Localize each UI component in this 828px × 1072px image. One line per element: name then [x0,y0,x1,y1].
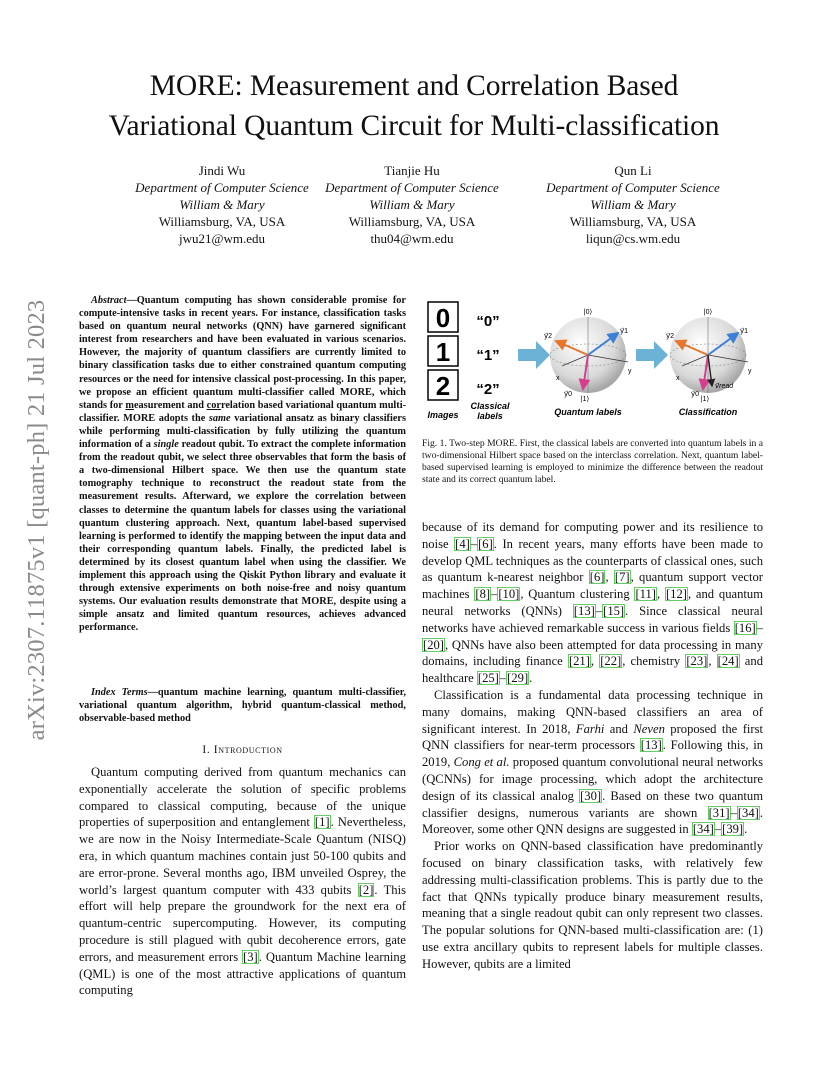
bloch-sphere-quantum-labels [544,308,632,403]
abstract-lead: Abstract [91,295,127,306]
citation-link[interactable]: [25] [477,671,499,686]
vector-y1-label: y⃗1 [620,328,629,335]
label-classical-1: Classical [470,401,510,411]
paper-title [40,66,788,146]
axis-y-label: y [628,368,632,375]
arxiv-stamp-text: arXiv:2307.11875v1 [quant-ph] 21 Jul 2023 [23,299,50,741]
axis-y-label: y [748,368,752,375]
author-email: jwu21@wm.edu [179,231,265,246]
citation-link[interactable]: [11] [635,587,656,602]
index-terms [79,686,406,725]
index-terms-lead: Index Terms [91,687,148,698]
citation-link[interactable]: [31] [708,805,730,820]
digit-image-2 [428,370,458,401]
author-inst: William & Mary [369,197,455,212]
author-block-2 [297,162,527,247]
abstract-underline-cor: cor [206,399,221,411]
abstract-emph-same: same [208,412,231,424]
abstract-emph-single: single [153,439,179,451]
abstract-text: —Quantum computing has shown considerable promise for compute-intensive tasks in recent years. For instance, classification tasks based on quantum neural networks (QNN) have garnered significant interest from researchers and have been evaluated in various scenarios. However, the majority of quantum classifiers are currently limited to binary classification tasks due to either constrained quantum computing resources or the need for intensive classical post-processing. In this paper, we propose an efficient quantum multi-classifier called MORE, which stands for [79,295,406,411]
citation-link[interactable]: [29] [507,671,529,686]
author-email: thu04@wm.edu [370,231,454,246]
figure-1-graphic [422,296,763,426]
vector-read-label: v⃗read [715,383,734,390]
intro-text: . Quantum Machine learning (QML) is one of the most attractive applications of quantum computing [79,949,406,998]
ket0-label: |0⟩ [583,309,593,316]
title-line-1: MORE: Measurement and Correlation Based [149,70,679,102]
abstract-text: relation based variational quantum multi-classifier. MORE adopts the [79,399,406,424]
flow-arrow-icon [636,341,668,369]
vector-y0-label: y⃗0 [564,391,573,398]
abstract-underline-m: m [125,399,134,411]
author-city: Williamsburg, VA, USA [348,214,476,229]
citation-link[interactable]: [4] [455,536,470,551]
author-name: Jindi Wu [198,163,246,178]
paragraph-classification: Classification is a fundamental data processing technique in many domains, making QNN-based classifiers an area of significant interest. In 2018, Farhi and Neven proposed the first QNN classifiers for near-term processors [13]. Following this, in 2019, Cong et al. proposed quantum convolutional neural networks (QCNNs) for image processing, which adopt the architecture design of its classical analog [30]. Based on these two quantum classifier designs, numerous variants are shown [31]–[34]. Moreover, some other QNN designs are suggested in [34]–[39]. [422,687,764,837]
classical-label-2: “2” [476,381,500,398]
vector-y2-label: y⃗2 [666,333,675,340]
figure-1 [422,296,763,426]
vector-y1-label: y⃗1 [740,328,749,335]
author-email: liqun@cs.wm.edu [585,231,681,246]
title-line-2: Variational Quantum Circuit for Multi-classification [108,110,720,142]
citation-link[interactable]: [20] [423,637,444,652]
bloch-sphere-classification [666,308,752,403]
classical-label-1: “1” [476,347,500,364]
axis-x-label: x [676,375,680,382]
author-dept: Department of Computer Science [135,180,309,195]
author-dept: Department of Computer Science [325,180,499,195]
citation-link[interactable]: [34] [737,805,759,820]
axis-x-label: x [556,375,560,382]
label-quantum-labels: Quantum labels [554,407,622,417]
svg-text:2: 2 [435,371,451,401]
citation-link[interactable]: [3] [243,949,258,964]
author-dept: Department of Computer Science [546,180,720,195]
right-column [422,519,763,973]
intro-text: Quantum computing derived from quantum mechanics can exponentially accelerate the solution of specific problems compared to classical computing, because of the unique properties of superposition and entanglement [79,765,406,830]
abstract [79,294,406,634]
intro-text: . Nevertheless, we are now in the Noisy Intermediate-Scale Quantum (NISQ) era, in which quantum machines contain just 50-100 qubits and are error-prone. Several months ago, IBM unveiled Osprey, the world’s largest quantum computer with 433 qubits [79,815,406,897]
ket0-label: |0⟩ [703,309,713,316]
citation-link[interactable]: [2] [358,882,374,897]
ket1-label: |1⟩ [580,396,590,403]
citation-link[interactable]: [7] [614,570,630,585]
classical-label-0: “0” [476,313,500,330]
figure-caption: Fig. 1. Two-step MORE. First, the classical labels are converted into quantum labels in a two-dimensional Hilbert space based on the interclass correlation. Next, quantum label-based supervised learning is employed to minimize the difference between the readout state and its correct quantum label. [422,438,763,486]
citation-link[interactable]: [34] [692,822,714,837]
citation-link[interactable]: [16] [734,620,756,635]
citation-link[interactable]: [15] [603,603,625,618]
citation-link[interactable]: [22] [600,654,622,669]
author-city: Williamsburg, VA, USA [158,214,286,229]
author-name: Qun Li [614,163,652,178]
citation-link[interactable]: [12] [665,587,687,602]
label-classification: Classification [678,407,738,417]
citation-link[interactable]: [8] [475,587,491,602]
author-name: Tianjie Hu [384,163,440,178]
citation-link[interactable]: [21] [568,654,590,669]
paragraph-continued: because of its demand for computing power and its resilience to noise [4]–[6]. In recent years, many efforts have been made to develop QML techniques as the counterparts of classical ones, such as quantum k-nearest neighbor [6], [7], quantum support vector machines [8]–[10], Quantum clustering [11], [12], and quantum neural networks (QNNs) [13]–[15]. Since classical neural networks have achieved remarkable success in various fields [16]–[20], QNNs have also been attempted for data processing in many domains, including finance [21], [22], chemistry [23], [24] and healthcare [25]–[29]. [422,520,764,686]
svg-text:1: 1 [435,337,451,367]
digit-image-1 [428,336,458,367]
citation-link[interactable]: [1] [314,815,330,830]
index-terms-text: —quantum machine learning, quantum multi-classifier, variational quantum algorithm, hybrid quantum-classical method, observable-based method [79,687,406,725]
digit-image-0 [428,302,458,333]
citation-link[interactable]: [13] [573,603,595,618]
citation-link[interactable]: [24] [717,654,739,669]
abstract-text: readout qubit. To extract the complete information from the readout qubit, we select three observables that form the basis of a two-dimensional Hilbert space. We then use the quantum state tomography technique to reconstruct the readout state from the measurement results. Afterward, we explore the correlation between classes to determine the quantum labels for classes using the variational quantum clustering approach. Next, quantum label-based supervised learning is performed to identify the mapping between the input data and their corresponding quantum labels. Finally, the predicted label is determined by its closest quantum label when using the classifier. We implement this approach using the Qiskit Python library and evaluate it through extensive experiments on both noise-free and noisy quantum systems. Our evaluation results demonstrate that MORE, despite using a simple ansatz and limited quantum resources, achieves advanced performance. [79,439,406,634]
arxiv-stamp [14,290,60,750]
citation-link[interactable]: [30] [580,788,602,803]
ket1-label: |1⟩ [700,396,710,403]
citation-link[interactable]: [6] [478,536,493,551]
intro-text: . This effort will help prepare the groundwork for the next era of quantum-centric supercomputing. However, its computing procedure is still plagued with qubit decoherence errors, gate errors, and measurement errors [79,882,406,964]
flow-arrow-icon [518,341,550,369]
vector-y2-label: y⃗2 [544,333,553,340]
label-classical-2: labels [477,411,503,421]
svg-text:0: 0 [435,303,451,333]
citation-link[interactable]: [10] [498,587,520,602]
intro-paragraph [79,764,406,999]
paragraph-prior-works: Prior works on QNN-based classification have predominantly focused on binary classification tasks, with relatively few addressing multi-classification problems. This is partly due to the fact that QNNs typically produce binary measurement results, meaning that a single readout qubit can only represent two classes. The popular solutions for QNN-based multi-classification are: (1) use extra ancillary qubits to represent labels for multiple classes. However, qubits are a limited [422,839,763,971]
author-inst: William & Mary [590,197,676,212]
abstract-text: variational ansatz as binary classifiers while performing multi-classification by fully utilizing the quantum information of a [79,412,406,451]
author-inst: William & Mary [179,197,265,212]
citation-link[interactable]: [13] [640,738,662,753]
abstract-text: easurement and [133,399,207,411]
citation-link[interactable]: [6] [589,570,605,585]
author-block-3 [518,162,748,247]
citation-link[interactable]: [39] [722,822,744,837]
section-heading: I. Introduction [202,744,283,756]
vector-y0-label: y⃗0 [691,391,700,398]
author-city: Williamsburg, VA, USA [569,214,697,229]
label-images: Images [427,410,459,420]
citation-link[interactable]: [23] [686,654,708,669]
